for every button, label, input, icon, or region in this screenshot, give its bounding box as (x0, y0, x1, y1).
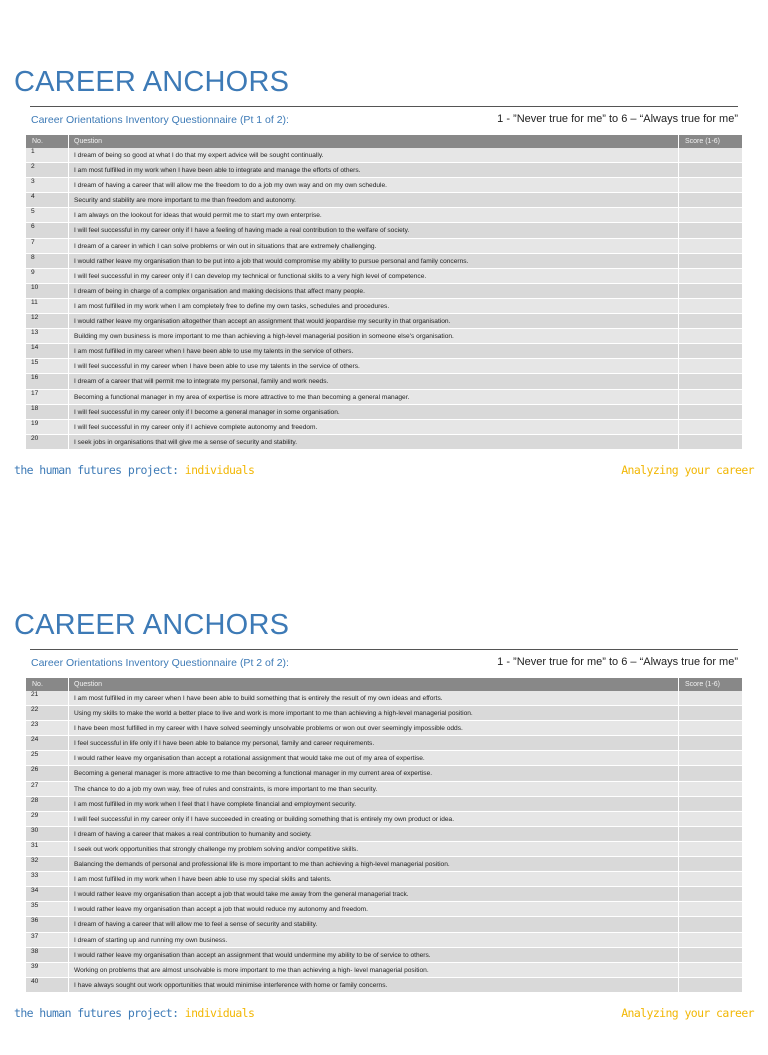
score-input-cell[interactable] (679, 374, 742, 388)
score-input-cell[interactable] (679, 178, 742, 192)
table-row (26, 751, 742, 766)
table-row (26, 706, 742, 721)
question-text: Working on problems that are almost unsolvable is more important to me than achieving a high- level managerial position. (69, 963, 679, 977)
question-number: 23 (26, 721, 69, 735)
table-row (26, 374, 742, 389)
questions-table (26, 135, 742, 450)
table-row (26, 208, 742, 223)
score-input-cell[interactable] (679, 766, 742, 780)
table-row (26, 917, 742, 932)
score-input-cell[interactable] (679, 902, 742, 916)
question-text: Using my skills to make the world a better place to live and work is more important to me than achieving a high-level managerial position. (69, 706, 679, 720)
score-input-cell[interactable] (679, 329, 742, 343)
table-row (26, 963, 742, 978)
question-text: I am most fulfilled in my work when I am completely free to define my own tasks, schedules and procedures. (69, 299, 679, 313)
question-text: I would rather leave my organisation than to be put into a job that would compromise my ability to pursue personal and family concerns. (69, 254, 679, 268)
question-text: I am most fulfilled in my work when I have been able to integrate and manage the efforts of others. (69, 163, 679, 177)
table-row (26, 857, 742, 872)
question-number: 37 (26, 933, 69, 947)
question-number: 20 (26, 435, 69, 449)
question-text: I dream of a career in which I can solve problems or win out in situations that are extremely challenging. (69, 239, 679, 253)
header-no: No. (26, 135, 69, 148)
question-text: I dream of starting up and running my own business. (69, 933, 679, 947)
page-title: CAREER ANCHORS (14, 66, 290, 98)
question-text: The chance to do a job my own way, free of rules and constraints, is more important to me than security. (69, 782, 679, 796)
question-number: 19 (26, 420, 69, 434)
table-row (26, 359, 742, 374)
question-number: 3 (26, 178, 69, 192)
table-row (26, 887, 742, 902)
question-number: 2 (26, 163, 69, 177)
question-number: 6 (26, 223, 69, 237)
score-input-cell[interactable] (679, 751, 742, 765)
score-input-cell[interactable] (679, 933, 742, 947)
table-row (26, 390, 742, 405)
score-input-cell[interactable] (679, 706, 742, 720)
table-row (26, 223, 742, 238)
score-input-cell[interactable] (679, 314, 742, 328)
score-input-cell[interactable] (679, 872, 742, 886)
score-input-cell[interactable] (679, 223, 742, 237)
score-input-cell[interactable] (679, 390, 742, 404)
question-number: 4 (26, 193, 69, 207)
score-input-cell[interactable] (679, 782, 742, 796)
question-number: 28 (26, 797, 69, 811)
table-row (26, 420, 742, 435)
table-row (26, 933, 742, 948)
question-text: I dream of being so good at what I do that my expert advice will be sought continually. (69, 148, 679, 162)
question-text: Building my own business is more important to me than achieving a high-level managerial position in someone else's organisation. (69, 329, 679, 343)
score-input-cell[interactable] (679, 148, 742, 162)
score-input-cell[interactable] (679, 721, 742, 735)
table-row (26, 405, 742, 420)
question-text: I am always on the lookout for ideas that would permit me to start my own enterprise. (69, 208, 679, 222)
question-number: 14 (26, 344, 69, 358)
footer-brand-main: the human futures project: (14, 1006, 179, 1020)
score-input-cell[interactable] (679, 284, 742, 298)
question-text: I am most fulfilled in my career when I have been able to build something that is entirely the result of my own ideas and efforts. (69, 691, 679, 705)
score-input-cell[interactable] (679, 299, 742, 313)
table-header (26, 678, 742, 691)
score-input-cell[interactable] (679, 917, 742, 931)
question-number: 26 (26, 766, 69, 780)
question-number: 29 (26, 812, 69, 826)
table-row (26, 239, 742, 254)
table-body (26, 148, 742, 450)
question-text: I would rather leave my organisation than accept an assignment that would undermine my ability to be of service to others. (69, 948, 679, 962)
table-row (26, 284, 742, 299)
question-text: I will feel successful in my career only if I have a feeling of having made a real contribution to the welfare of society. (69, 223, 679, 237)
question-number: 7 (26, 239, 69, 253)
score-input-cell[interactable] (679, 691, 742, 705)
question-number: 36 (26, 917, 69, 931)
score-input-cell[interactable] (679, 193, 742, 207)
question-text: I will feel successful in my career only if I become a general manager in some organisation. (69, 405, 679, 419)
questionnaire-page-1 (0, 0, 768, 512)
table-row (26, 978, 742, 993)
footer-brand-highlight: individuals (184, 463, 255, 477)
footer-tagline: Analyzing your career (621, 463, 754, 477)
score-input-cell[interactable] (679, 827, 742, 841)
table-row (26, 344, 742, 359)
page-title: CAREER ANCHORS (14, 609, 290, 641)
table-row (26, 148, 742, 163)
question-number: 30 (26, 827, 69, 841)
score-input-cell[interactable] (679, 797, 742, 811)
header-question: Question (69, 678, 679, 691)
question-text: I will feel successful in my career only if I achieve complete autonomy and freedom. (69, 420, 679, 434)
score-input-cell[interactable] (679, 963, 742, 977)
table-row (26, 721, 742, 736)
question-text: I dream of having a career that will allow me the freedom to do a job my own way and on my own schedule. (69, 178, 679, 192)
question-text: I am most fulfilled in my career when I have been able to use my talents in the service of others. (69, 344, 679, 358)
question-number: 17 (26, 390, 69, 404)
score-input-cell[interactable] (679, 208, 742, 222)
score-input-cell[interactable] (679, 405, 742, 419)
table-row (26, 254, 742, 269)
question-text: I will feel successful in my career when I have been able to use my talents in the service of others. (69, 359, 679, 373)
table-row (26, 736, 742, 751)
footer-brand-highlight: individuals (184, 1006, 255, 1020)
header-score: Score (1-6) (685, 138, 721, 145)
question-text: I am most fulfilled in my work when I feel that I have complete financial and employment security. (69, 797, 679, 811)
question-text: I seek jobs in organisations that will give me a sense of security and stability. (69, 435, 679, 449)
score-input-cell[interactable] (679, 978, 742, 992)
question-text: Balancing the demands of personal and professional life is more important to me than achieving a high-level managerial position. (69, 857, 679, 871)
question-text: Security and stability are more important to me than freedom and autonomy. (69, 193, 679, 207)
question-text: I have been most fulfilled in my career with I have solved seemingly unsolvable problems or won out over seemingly impossible odds. (69, 721, 679, 735)
question-text: I would rather leave my organisation than accept a rotational assignment that would take me out of my area of expertise. (69, 751, 679, 765)
score-input-cell[interactable] (679, 948, 742, 962)
question-number: 27 (26, 782, 69, 796)
score-input-cell[interactable] (679, 269, 742, 283)
question-number: 8 (26, 254, 69, 268)
question-text: I dream of having a career that will allow me to feel a sense of security and stability. (69, 917, 679, 931)
score-input-cell[interactable] (679, 842, 742, 856)
footer-brand (14, 463, 254, 477)
question-text: I will feel successful in my career only if I have succeeded in creating or building something that is entirely my own product or idea. (69, 812, 679, 826)
question-number: 11 (26, 299, 69, 313)
table-row (26, 902, 742, 917)
table-row (26, 269, 742, 284)
question-number: 9 (26, 269, 69, 283)
question-text: I dream of having a career that makes a real contribution to humanity and society. (69, 827, 679, 841)
footer-brand (14, 1006, 254, 1020)
table-row (26, 872, 742, 887)
question-number: 39 (26, 963, 69, 977)
question-text: I seek out work opportunities that strongly challenge my problem solving and/or competitive skills. (69, 842, 679, 856)
table-row (26, 314, 742, 329)
question-number: 40 (26, 978, 69, 992)
question-number: 18 (26, 405, 69, 419)
footer-tagline: Analyzing your career (621, 1006, 754, 1020)
score-input-cell[interactable] (679, 163, 742, 177)
question-text: I would rather leave my organisation altogether than accept an assignment that would jeopardise my security in that organisation. (69, 314, 679, 328)
table-row (26, 797, 742, 812)
title-divider (30, 106, 738, 107)
score-input-cell[interactable] (679, 420, 742, 434)
title-divider (30, 649, 738, 650)
question-number: 38 (26, 948, 69, 962)
scale-legend: 1 - ”Never true for me” to 6 – “Always true for me” (497, 113, 738, 125)
question-text: Becoming a functional manager in my area of expertise is more attractive to me than becoming a general manager. (69, 390, 679, 404)
question-number: 33 (26, 872, 69, 886)
question-text: I have always sought out work opportunities that would minimise interference with home or family concerns. (69, 978, 679, 992)
score-input-cell[interactable] (679, 887, 742, 901)
question-number: 35 (26, 902, 69, 916)
question-number: 34 (26, 887, 69, 901)
table-row (26, 827, 742, 842)
question-number: 16 (26, 374, 69, 388)
score-input-cell[interactable] (679, 359, 742, 373)
question-number: 13 (26, 329, 69, 343)
score-input-cell[interactable] (679, 812, 742, 826)
question-number: 24 (26, 736, 69, 750)
questionnaire-subtitle: Career Orientations Inventory Questionnaire (Pt 1 of 2): (31, 114, 289, 126)
footer-brand-main: the human futures project: (14, 463, 179, 477)
header-question: Question (69, 135, 679, 148)
header-score: Score (1-6) (685, 681, 721, 688)
table-row (26, 163, 742, 178)
table-row (26, 193, 742, 208)
table-row (26, 691, 742, 706)
question-number: 1 (26, 148, 69, 162)
score-input-cell[interactable] (679, 857, 742, 871)
table-row (26, 329, 742, 344)
score-input-cell[interactable] (679, 344, 742, 358)
table-row (26, 178, 742, 193)
question-number: 10 (26, 284, 69, 298)
score-input-cell[interactable] (679, 254, 742, 268)
table-row (26, 782, 742, 797)
table-row (26, 299, 742, 314)
score-input-cell[interactable] (679, 435, 742, 449)
question-number: 21 (26, 691, 69, 705)
question-text: I dream of being in charge of a complex organisation and making decisions that affect many people. (69, 284, 679, 298)
question-text: Becoming a general manager is more attractive to me than becoming a functional manager in my current area of expertise. (69, 766, 679, 780)
scale-legend: 1 - ”Never true for me” to 6 – “Always true for me” (497, 656, 738, 668)
table-row (26, 842, 742, 857)
question-number: 32 (26, 857, 69, 871)
questions-table (26, 678, 742, 993)
table-row (26, 812, 742, 827)
table-header (26, 135, 742, 148)
questionnaire-subtitle: Career Orientations Inventory Questionnaire (Pt 2 of 2): (31, 657, 289, 669)
question-number: 22 (26, 706, 69, 720)
question-text: I would rather leave my organisation than accept a job that would reduce my autonomy and freedom. (69, 902, 679, 916)
header-no: No. (26, 678, 69, 691)
table-row (26, 435, 742, 450)
score-input-cell[interactable] (679, 736, 742, 750)
questionnaire-page-2 (0, 543, 768, 1055)
question-number: 5 (26, 208, 69, 222)
question-text: I will feel successful in my career only if I can develop my technical or functional skills to a very high level of competence. (69, 269, 679, 283)
table-row (26, 766, 742, 781)
score-input-cell[interactable] (679, 239, 742, 253)
question-number: 25 (26, 751, 69, 765)
question-text: I am most fulfilled in my work when I have been able to use my special skills and talents. (69, 872, 679, 886)
question-text: I would rather leave my organisation than accept a job that would take me away from the general managerial track. (69, 887, 679, 901)
question-number: 31 (26, 842, 69, 856)
table-row (26, 948, 742, 963)
question-text: I dream of a career that will permit me to integrate my personal, family and work needs. (69, 374, 679, 388)
question-number: 15 (26, 359, 69, 373)
question-number: 12 (26, 314, 69, 328)
question-text: I feel successful in life only if I have been able to balance my personal, family and career requirements. (69, 736, 679, 750)
table-body (26, 691, 742, 993)
